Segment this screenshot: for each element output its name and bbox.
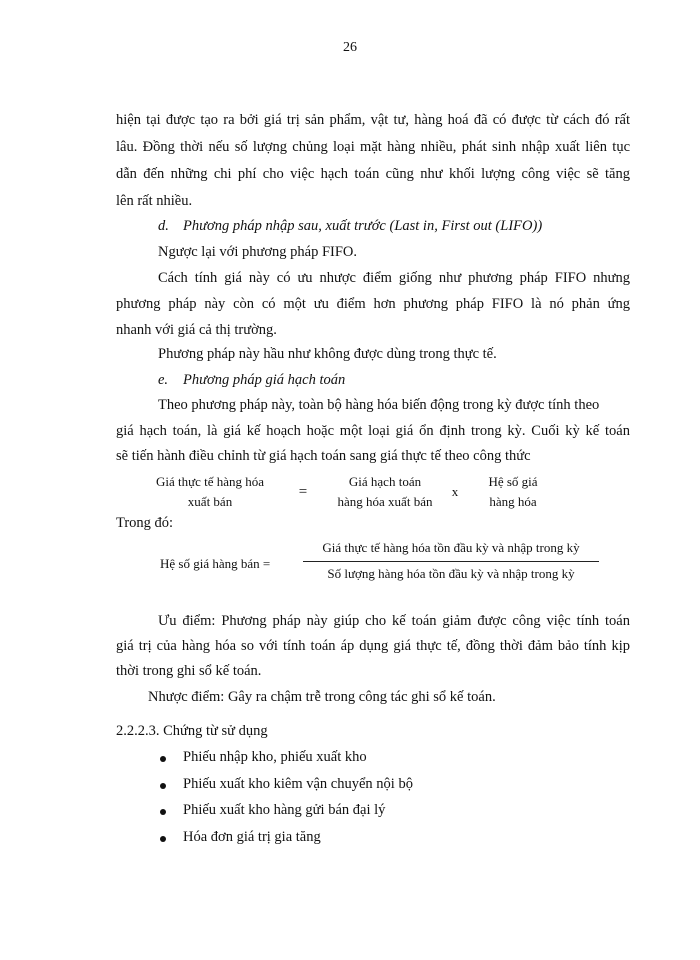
- para1-line1: hiện tại được tạo ra bởi giá trị sản phẩm, vật tư, hàng hoá đã có được từ cách đó rất: [116, 112, 630, 128]
- advantage-line1: Ưu điểm: Phương pháp này giúp cho kế toán giảm được công việc tính toán: [158, 613, 630, 629]
- formula1-equals: =: [298, 484, 308, 500]
- section-2223-heading: 2.2.2.3. Chứng từ sử dụng: [116, 723, 268, 739]
- section-e-heading: Phương pháp giá hạch toán: [183, 372, 346, 388]
- section-e-line1: Theo phương pháp này, toàn bộ hàng hóa biến động trong kỳ được tính theo: [158, 397, 600, 413]
- formula1-left-bottom: xuất bán: [187, 494, 233, 509]
- page-number: 26: [343, 40, 357, 55]
- para1-line3: dẫn đến những chi phí cho việc hạch toán cũng như khối lượng công việc sẽ tăng: [116, 166, 630, 182]
- advantage-line2: giá trị của hàng hóa so với tính toán áp dụng giá thực tế, đồng thời đảm bảo tính kịp: [116, 638, 630, 654]
- section-d-line3: phương pháp này còn có một ưu điểm hơn phương pháp FIFO là nó phản ứng: [116, 296, 630, 312]
- section-e-line3: sẽ tiến hành điều chỉnh từ giá hạch toán sang giá thực tế theo công thức: [116, 448, 531, 464]
- section-e-line2: giá hạch toán, là giá kế hoạch hoặc một loại giá ổn định trong kỳ. Cuối kỳ kế toán: [116, 423, 630, 439]
- section-e-label: e.: [158, 372, 169, 388]
- formula2-numerator: Giá thực tế hàng hóa tồn đầu kỳ và nhập trong kỳ: [322, 540, 580, 555]
- bullet-dot: [160, 809, 166, 815]
- bullet-dot: [160, 756, 166, 762]
- bullet-item-4: Hóa đơn giá trị gia tăng: [183, 829, 321, 845]
- disadvantage-line: Nhược điểm: Gây ra chậm trễ trong công tác ghi sổ kế toán.: [148, 689, 496, 705]
- advantage-line3: thời trong ghi sổ kế toán.: [116, 663, 262, 679]
- formula2-left: Hệ số giá hàng bán =: [160, 556, 271, 571]
- bullet-item-2: Phiếu xuất kho kiêm vận chuyển nội bộ: [183, 776, 413, 792]
- formula1-right-top: Hệ số giá: [488, 474, 538, 489]
- formula1-times: x: [451, 484, 459, 499]
- bullet-item-1: Phiếu nhập kho, phiếu xuất kho: [183, 749, 367, 765]
- section-d-line1: Ngược lại với phương pháp FIFO.: [158, 244, 358, 260]
- section-d-line2: Cách tính giá này có ưu nhược điểm giống như phương pháp FIFO nhưng: [158, 270, 630, 286]
- section-d-heading: Phương pháp nhập sau, xuất trước (Last in, First out (LIFO)): [183, 218, 543, 234]
- section-d-label: d.: [158, 218, 169, 234]
- formula1-right-bottom: hàng hóa: [489, 494, 537, 509]
- formula2-denominator: Số lượng hàng hóa tồn đầu kỳ và nhập trong kỳ: [327, 566, 575, 581]
- formula1-mid-top: Giá hạch toán: [348, 474, 422, 489]
- formula2-fraction-bar: [303, 561, 599, 562]
- bullet-dot: [160, 783, 166, 789]
- trong-do-label: Trong đó:: [116, 515, 174, 531]
- section-d-line5: Phương pháp này hầu như không được dùng trong thực tế.: [158, 346, 497, 362]
- para1-line4: lên rất nhiều.: [116, 193, 193, 209]
- bullet-dot: [160, 836, 166, 842]
- section-d-line4: nhanh với giá cả thị trường.: [116, 322, 277, 338]
- formula1-left-top: Giá thực tế hàng hóa: [155, 474, 265, 489]
- para1-line2: lâu. Đồng thời nếu số lượng chủng loại mặt hàng nhiều, phát sinh nhập xuất liên tục: [116, 139, 630, 155]
- formula1-mid-bottom: hàng hóa xuất bán: [337, 494, 433, 509]
- bullet-item-3: Phiếu xuất kho hàng gửi bán đại lý: [183, 802, 386, 818]
